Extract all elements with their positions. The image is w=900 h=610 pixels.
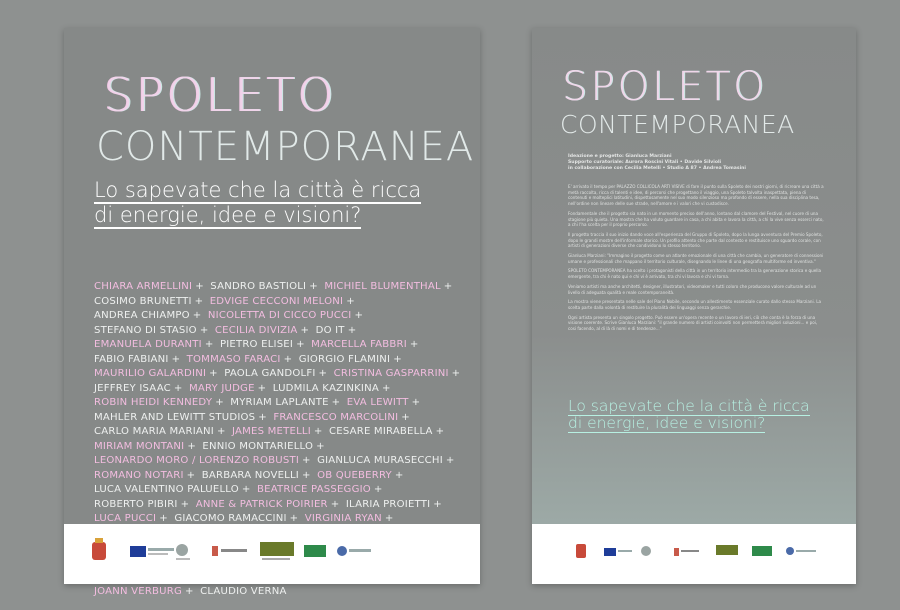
- separator-cross-icon: +: [301, 469, 311, 481]
- artist-name: CECILIA DIVIZIA: [214, 324, 298, 336]
- artist-name: FRANCESCO MARCOLINI: [273, 411, 399, 423]
- separator-cross-icon: +: [393, 353, 402, 365]
- body-paragraph: La mostra viene presentata nelle sale del Piano Nobile, secondo un allestimento essenziale curato dallo stesso Marziani. La scelta parte dalla volontà di restituire la pluralità dei linguaggi senza gerarchie.: [568, 299, 821, 310]
- separator-cross-icon: +: [257, 382, 267, 394]
- separator-cross-icon: +: [411, 397, 421, 408]
- body-text: [568, 184, 824, 336]
- artist-name: ENNIO MONTARIELLO: [202, 440, 314, 452]
- poster-question: [94, 178, 424, 228]
- body-paragraph: SPOLETO CONTEMPORANEA ha scelto i protagonisti della città in un territorio intermedio tra la generazione storica e quella emergente, tra chi è nato qui e chi vi è arrivato, tra chi vi lavora e chi vi torna.: [568, 268, 822, 280]
- separator-cross-icon: +: [435, 426, 445, 437]
- comune-di-spoleto-crest: [576, 544, 586, 558]
- separator-cross-icon: +: [394, 469, 404, 481]
- separator-cross-icon: +: [309, 281, 318, 292]
- artist-name: MAHLER AND LEWITT STUDIOS: [94, 411, 256, 423]
- separator-cross-icon: +: [347, 324, 357, 336]
- separator-cross-icon: +: [241, 484, 251, 495]
- separator-cross-icon: +: [381, 382, 391, 394]
- eu-flag-logo: [604, 548, 632, 556]
- artist-name: LUDMILA KAZINKINA: [272, 382, 379, 394]
- body-paragraph: Veniamo artisti ma anche architetti, designer, illustratori, videomaker e tutti coloro che producono valore culturale ad un livello di adeguata qualità e reale contemporaneità.: [568, 283, 817, 295]
- artist-name: BARBARA NOVELLI: [201, 469, 299, 481]
- artist-name: ROBERTO PIBIRI: [94, 498, 178, 510]
- separator-cross-icon: +: [199, 324, 209, 336]
- artist-name: SANDRO BASTIOLI: [210, 281, 307, 292]
- artist-name: CESARE MIRABELLA: [329, 426, 433, 437]
- separator-cross-icon: +: [401, 411, 410, 423]
- comune-di-spoleto-crest: [92, 538, 106, 560]
- separator-cross-icon: +: [318, 368, 328, 379]
- separator-cross-icon: +: [185, 585, 194, 597]
- artist-name: JOANN VERBURG: [94, 585, 183, 597]
- separator-cross-icon: +: [173, 382, 183, 394]
- separator-cross-icon: +: [258, 411, 267, 423]
- separator-cross-icon: +: [216, 426, 226, 437]
- artist-name: GIANLUCA MURASECCHI: [317, 455, 443, 466]
- repubblica-italiana-emblem: [176, 544, 190, 560]
- separator-cross-icon: +: [445, 455, 455, 466]
- poster-title-contemporanea-small: CONTEMPORANEA: [560, 110, 795, 139]
- artist-name: PAOLA GANDOLFI: [224, 368, 316, 379]
- artist-name: LUCA VALENTINO PALUELLO: [94, 484, 239, 495]
- palazzo-collicola-logo: [752, 546, 772, 556]
- artist-name: OB QUEBERRY: [317, 469, 392, 481]
- artist-name: CHIARA ARMELLINI: [94, 281, 193, 292]
- separator-cross-icon: +: [443, 281, 453, 292]
- artist-name: MAURILIO GALARDINI: [94, 368, 207, 379]
- artist-name: CLAUDIO VERNA: [200, 585, 287, 597]
- logos-strip-right: [532, 524, 856, 584]
- artist-name: TOMMASO FARACI: [186, 353, 281, 365]
- eu-flag-logo: [130, 546, 174, 557]
- artist-name: STEFANO DI STASIO: [94, 324, 197, 336]
- separator-cross-icon: +: [451, 368, 461, 379]
- separator-cross-icon: +: [159, 513, 168, 524]
- poster-title-contemporanea: CONTEMPORANEA: [96, 124, 475, 170]
- separator-cross-icon: +: [215, 397, 224, 408]
- artist-name: EDVIGE CECCONI MELONI: [209, 295, 344, 307]
- separator-cross-icon: +: [373, 484, 383, 495]
- credit-line: Supporto curatoriale: Aurora Roscini Vitali • Davide Silvioli: [568, 160, 722, 165]
- artist-name: LEONARDO MORO / LORENZO ROBUSTI: [94, 455, 300, 466]
- body-paragraph: Ogni artista presenta un singolo progetto. Può essere un'opera recente o un lavoro di ieri, ciò che conta è la forza di una visione coerente. Scrive Gianluca Marziani: "il grande numero di artisti coinvolti non permetterà migliori soluzioni... e poi, cosi facendo, al di là di nomi e di tendenze...": [568, 314, 818, 332]
- artist-name: MYRIAM LAPLANTE: [230, 397, 329, 408]
- separator-cross-icon: +: [409, 339, 419, 350]
- regione-umbria-logo: [674, 548, 699, 556]
- artist-name: BEATRICE PASSEGGIO: [257, 484, 371, 495]
- artist-name: GIACOMO RAMACCINI: [174, 513, 287, 524]
- artist-name: JAMES METELLI: [232, 426, 311, 437]
- artist-name: MARY JUDGE: [188, 382, 255, 394]
- separator-cross-icon: +: [180, 498, 190, 510]
- separator-cross-icon: +: [296, 339, 305, 350]
- regione-umbria-logo: [212, 546, 247, 556]
- separator-cross-icon: +: [384, 513, 394, 524]
- artist-name: ROMANO NOTARI: [94, 469, 184, 481]
- separator-cross-icon: +: [346, 295, 355, 307]
- poster-title-spoleto-small: SPOLETO: [562, 64, 768, 110]
- body-paragraph: Gianluca Marziani: "Immagino il progetto come un atlante emozionale di una città che cambia, un generatore di connessioni umane e professionali che mappano il territorio culturale, disegnando le linee di una geografia multiforme ed inventiva.": [568, 253, 824, 264]
- separator-cross-icon: +: [192, 310, 202, 321]
- poster-title-spoleto: SPOLETO: [104, 68, 338, 122]
- separator-cross-icon: +: [316, 440, 325, 452]
- separator-cross-icon: +: [195, 281, 204, 292]
- credit-line: Ideazione e progetto: Gianluca Marziani: [568, 154, 672, 159]
- separator-cross-icon: +: [354, 310, 364, 321]
- artist-name: JEFFREY ISAAC: [94, 382, 171, 394]
- credit-line: in collaborazione con Cecilia Metelli • Studio A 87 • Andrea Tomasini: [568, 166, 746, 171]
- artist-name: EVA LEWITT: [346, 397, 409, 408]
- poster-question-small-text: Lo sapevate che la città è ricca di energie, idee e visioni?: [568, 397, 810, 432]
- poster-question-small: [568, 398, 828, 432]
- separator-cross-icon: +: [433, 498, 442, 510]
- separator-cross-icon: +: [289, 513, 299, 524]
- artist-name: ROBIN HEIDI KENNEDY: [94, 397, 213, 408]
- artist-name: CARLO MARIA MARIANI: [94, 426, 214, 437]
- artist-name: COSIMO BRUNETTI: [94, 295, 192, 307]
- separator-cross-icon: +: [187, 440, 196, 452]
- separator-cross-icon: +: [283, 353, 293, 365]
- artist-name: MICHIEL BLUMENTHAL: [324, 281, 441, 292]
- artist-name: ILARIA PROIETTI: [345, 498, 431, 510]
- body-paragraph: Il progetto traccia il suo inizio dando voce all'esperienza del Gruppo di Spoleto, dopo la lunga avventura del Premio Spoleto, dopo le grandi mostre dell'informale storico. Un profilo attento che parte dal contesto e restituisce uno sguardo corale, con artisti di generazioni diverse che condividono lo stesso territorio.: [568, 231, 823, 249]
- poster-left: [64, 28, 480, 597]
- poster-footer-right: [532, 524, 856, 584]
- spoleto-museum-logo: [337, 546, 371, 556]
- artist-name: MIRIAM MONTANI: [94, 440, 185, 452]
- separator-cross-icon: +: [209, 368, 218, 379]
- logos-strip-left: [64, 524, 480, 584]
- poster-question-text: Lo sapevate che la città è ricca di energie, idee e visioni?: [94, 178, 422, 227]
- artist-name: LUCA PUCCI: [94, 513, 157, 524]
- artist-name: MARCELLA FABBRI: [311, 339, 407, 350]
- separator-cross-icon: +: [204, 339, 214, 350]
- artist-name: PIETRO ELISEI: [219, 339, 294, 350]
- artist-name: EMANUELA DURANTI: [94, 339, 202, 350]
- credits-block: [568, 154, 828, 172]
- separator-cross-icon: +: [313, 426, 323, 437]
- body-paragraph: E' arrivato il tempo per PALAZZO COLLICOLA ARTI VISIVE di fare il punto sulla Spoleto dei nostri giorni, di ricreare una città a metà raccolta, ricca di talenti e idee, di percorsi che progettano il viaggio, una Spoleto talvolta inaspettata, piena di contenuti e molteplici latitudini, dispettosamente nel suo modo silenzioso ma profondo di essere, nella sua disciplina tesa, nell'ordine non lineare delle sue strade, nell'amore e i valori che vi custodisce.: [568, 184, 824, 207]
- separator-cross-icon: +: [194, 295, 204, 307]
- poster-right: [532, 28, 856, 584]
- separator-cross-icon: +: [186, 469, 196, 481]
- separator-cross-icon: +: [302, 455, 311, 466]
- poster-footer-left: [64, 524, 480, 584]
- fondazione-logo: [716, 545, 738, 555]
- separator-cross-icon: +: [331, 397, 341, 408]
- separator-cross-icon: +: [300, 324, 310, 336]
- repubblica-italiana-emblem: [641, 546, 651, 556]
- fondazione-logo: [260, 542, 294, 560]
- artist-name: VIRGINIA RYAN: [304, 513, 382, 524]
- palazzo-collicola-logo: [304, 545, 326, 557]
- artist-name: ANDREA CHIAMPO: [94, 310, 190, 321]
- artist-name: GIORGIO FLAMINI: [298, 353, 391, 365]
- separator-cross-icon: +: [330, 498, 340, 510]
- artist-name: FABIO FABIANI: [94, 353, 169, 365]
- separator-cross-icon: +: [171, 353, 181, 365]
- artist-name: ANNE & PATRICK POIRIER: [195, 498, 328, 510]
- artist-name: NICOLETTA DI CICCO PUCCI: [207, 310, 352, 321]
- artist-name: DO IT: [315, 324, 345, 336]
- artist-name: CRISTINA GASPARRINI: [333, 368, 449, 379]
- body-paragraph: Fondamentale che il progetto sia nato in un momento preciso dell'anno, lontano dal clamore del Festival, nel cuore di una stagione più quieta. Una mostra che ha voluto guardare in casa, a chi abita e lavora la città, a chi la vive senza esserci nato, a chi l'ha scelta per il proprio percorso.: [568, 210, 824, 228]
- spoleto-museum-logo: [786, 547, 816, 555]
